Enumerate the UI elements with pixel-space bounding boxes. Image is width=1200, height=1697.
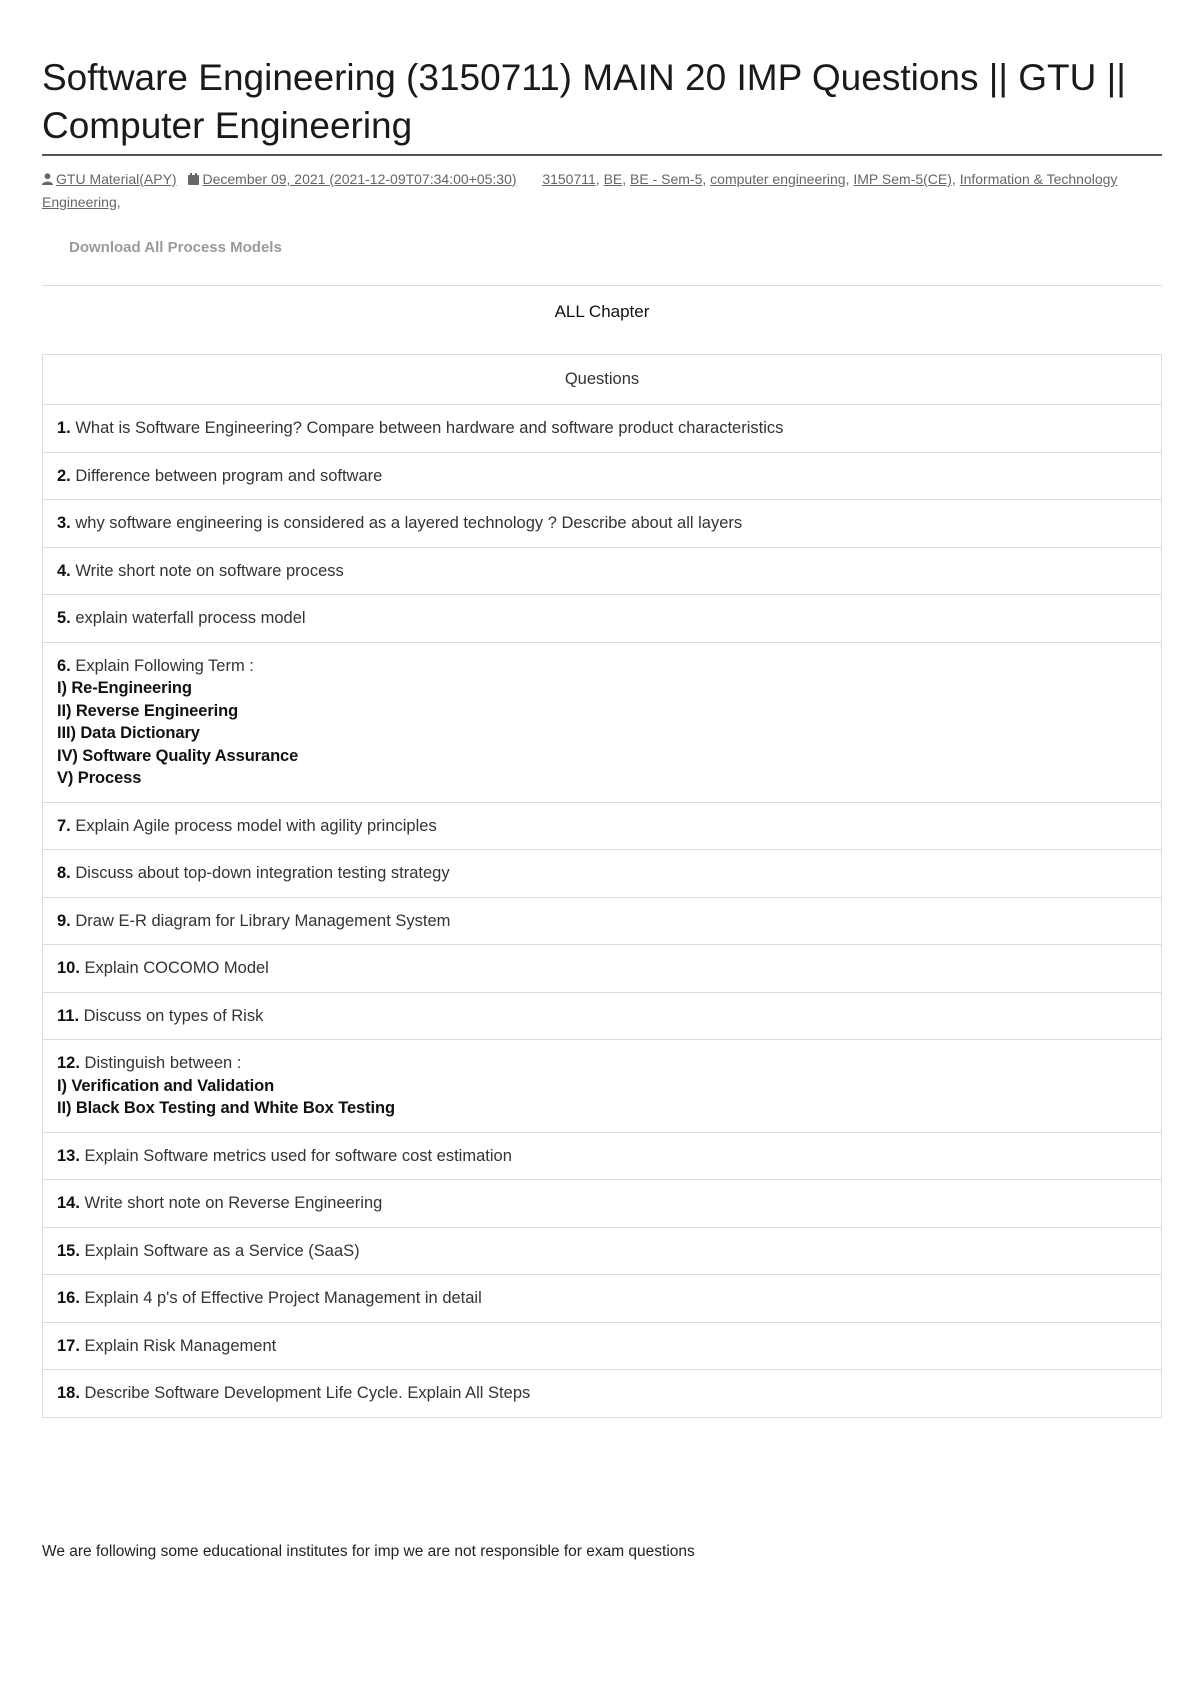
question-text: Explain Risk Management	[84, 1336, 277, 1355]
question-number: 1.	[57, 419, 71, 437]
author-link[interactable]: GTU Material(APY)	[56, 171, 177, 187]
question-row	[43, 897, 1162, 945]
question-cell	[43, 452, 1162, 500]
question-subitem: II) Black Box Testing and White Box Testing	[57, 1099, 395, 1117]
question-row	[43, 405, 1162, 453]
question-text: What is Software Engineering? Compare between hardware and software product characteristics	[75, 419, 784, 437]
download-all-process-models-link[interactable]: Download All Process Models	[69, 239, 282, 256]
post-date-link[interactable]: December 09, 2021 (2021-12-09T07:34:00+05:30)	[202, 171, 517, 187]
question-cell	[43, 897, 1162, 945]
question-row	[43, 452, 1162, 500]
question-cell	[43, 802, 1162, 850]
question-number: 3.	[57, 514, 71, 532]
question-cell	[43, 500, 1162, 548]
page-title: Software Engineering (3150711) MAIN 20 IMP Questions || GTU || Computer Engineering	[42, 54, 1162, 156]
label-link[interactable]: computer engineering	[710, 171, 846, 187]
question-subitem: I) Re-Engineering	[57, 679, 192, 697]
questions-table	[42, 354, 1162, 1418]
question-number: 2.	[57, 466, 71, 485]
disclaimer-note: We are following some educational institutes for imp we are not responsible for exam questions	[42, 1543, 695, 1560]
question-text: Discuss on types of Risk	[83, 1006, 264, 1025]
question-row	[43, 1370, 1162, 1418]
question-text: Discuss about top-down integration testing strategy	[75, 864, 450, 882]
question-cell	[43, 547, 1162, 595]
question-number: 17.	[57, 1336, 80, 1355]
question-cell	[43, 1132, 1162, 1180]
question-text: Write short note on Reverse Engineering	[84, 1194, 383, 1212]
question-number: 8.	[57, 864, 71, 882]
label-link[interactable]: 3150711	[542, 171, 596, 187]
question-text: Describe Software Development Life Cycle. Explain All Steps	[84, 1384, 531, 1402]
question-row	[43, 642, 1162, 802]
label-separator: ,	[622, 171, 631, 187]
question-number: 4.	[57, 561, 71, 580]
question-number: 13.	[57, 1146, 80, 1165]
question-subitem: I) Verification and Validation	[57, 1076, 275, 1095]
question-cell	[43, 405, 1162, 453]
question-cell	[43, 1275, 1162, 1323]
question-row	[43, 500, 1162, 548]
question-text: Explain Software metrics used for software cost estimation	[84, 1146, 512, 1165]
question-row	[43, 1180, 1162, 1228]
question-cell	[43, 1180, 1162, 1228]
question-text: Distinguish between :	[84, 1054, 242, 1072]
label-separator: ,	[702, 171, 711, 187]
question-row	[43, 850, 1162, 898]
question-text: Explain Agile process model with agility principles	[75, 816, 437, 835]
post-meta	[42, 168, 1162, 213]
divider	[42, 285, 1162, 286]
label-separator: ,	[951, 171, 960, 187]
calendar-icon	[188, 169, 199, 191]
question-subitem: V) Process	[57, 769, 142, 787]
questions-table-header: Questions	[43, 355, 1162, 405]
question-cell	[43, 642, 1162, 802]
question-text: Explain 4 p's of Effective Project Management in detail	[84, 1289, 482, 1307]
question-cell	[43, 992, 1162, 1040]
question-number: 6.	[57, 656, 71, 675]
label-link[interactable]: IMP Sem-5(CE)	[853, 171, 952, 187]
question-row	[43, 1275, 1162, 1323]
question-row	[43, 1040, 1162, 1133]
question-row	[43, 802, 1162, 850]
question-text: Write short note on software process	[75, 561, 344, 580]
question-cell	[43, 1040, 1162, 1133]
label-separator: ,	[595, 171, 604, 187]
question-text: Draw E-R diagram for Library Management System	[75, 911, 451, 930]
question-number: 5.	[57, 609, 71, 627]
question-number: 18.	[57, 1384, 80, 1402]
question-number: 9.	[57, 911, 71, 930]
question-text: Explain Following Term :	[75, 656, 254, 675]
question-text: Explain COCOMO Model	[84, 959, 269, 977]
question-cell	[43, 945, 1162, 993]
question-cell	[43, 850, 1162, 898]
question-row	[43, 1322, 1162, 1370]
question-row	[43, 595, 1162, 643]
question-cell	[43, 1370, 1162, 1418]
question-number: 7.	[57, 816, 71, 835]
label-link[interactable]: Information & Technology Engineering	[42, 171, 1118, 210]
label-separator: ,	[845, 171, 854, 187]
question-number: 11.	[57, 1006, 80, 1025]
question-cell	[43, 1227, 1162, 1275]
question-cell	[43, 1322, 1162, 1370]
question-row	[43, 992, 1162, 1040]
question-number: 10.	[57, 959, 80, 977]
question-subitem: II) Reverse Engineering	[57, 701, 239, 720]
question-subitem: III) Data Dictionary	[57, 724, 200, 742]
question-row	[43, 1132, 1162, 1180]
question-number: 14.	[57, 1194, 80, 1212]
page-content	[42, 0, 1162, 1418]
label-link[interactable]: BE - Sem-5	[630, 171, 703, 187]
question-text: explain waterfall process model	[75, 609, 306, 627]
question-subitem: IV) Software Quality Assurance	[57, 746, 299, 765]
question-number: 16.	[57, 1289, 80, 1307]
question-text: why software engineering is considered as a layered technology ? Describe about all layers	[75, 514, 743, 532]
question-cell	[43, 595, 1162, 643]
question-row	[43, 547, 1162, 595]
user-icon	[42, 169, 53, 191]
question-row	[43, 1227, 1162, 1275]
question-text: Difference between program and software	[75, 466, 383, 485]
question-number: 15.	[57, 1241, 80, 1260]
label-link[interactable]: BE	[603, 171, 623, 187]
label-separator: ,	[116, 194, 121, 210]
question-number: 12.	[57, 1054, 80, 1072]
chapter-heading: ALL Chapter	[554, 302, 650, 321]
question-row	[43, 945, 1162, 993]
question-text: Explain Software as a Service (SaaS)	[84, 1241, 360, 1260]
